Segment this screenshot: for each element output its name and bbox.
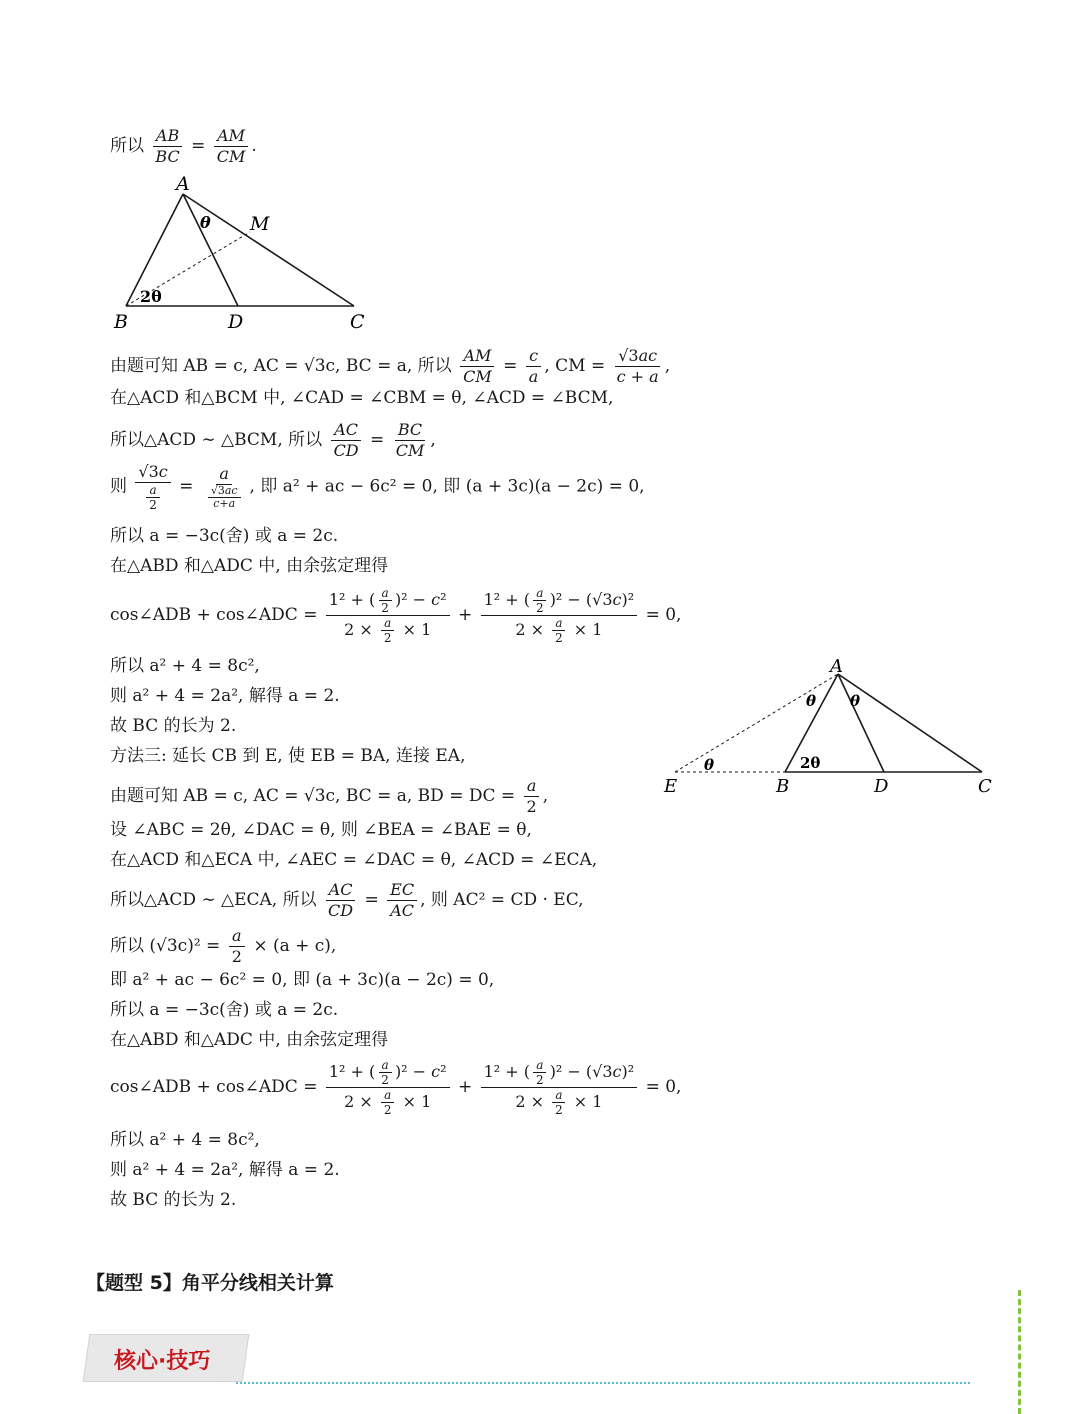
side-decoration [1018, 1290, 1021, 1414]
fraction: $\frac{BC}{CM}$ [395, 420, 425, 460]
label-A: A [830, 656, 843, 677]
line-text: cos∠ADB + cos∠ADC = [110, 605, 318, 625]
text-line: 所以 a = −3c(舍) 或 a = 2c. [110, 526, 339, 546]
text-line: 由题可知 AB = c, AC = √3c, BC = a, 所以 $\frac{AM}{CM}$ = $\frac{c}{a}$ , CM = $\frac{√3ac}{c + a}$ , [110, 346, 671, 386]
text-line: cos∠ADB + cos∠ADC = 1² + ( $\frac{a}{2}$ )² − c² 2 × $\frac{a}{2}$ × 1 + 1² + ( $\frac{a}{2}$ )² − (√3c)² 2 × $\frac{a}{2}$ × 1 = 0, [110, 586, 682, 645]
line-text: , 即 a² + ac − 6c² = 0, 即 (a + 3c)(a − 2c) = 0, [249, 476, 645, 497]
label-E: E [664, 776, 678, 797]
text-line: 则 a² + 4 = 2a², 解得 a = 2. [110, 686, 340, 706]
text-line: 则 $\frac{√3c}{\frac{a}{2}}$ = $\frac{a}{\frac{√3ac}{c+a}}$ , 即 a² + ac − 6c² = 0, 即 (a + 3c)(a − 2c) = 0, [110, 462, 645, 512]
text-line: cos∠ADB + cos∠ADC = 1² + ( $\frac{a}{2}$ )² − c² 2 × $\frac{a}{2}$ × 1 + 1² + ( $\frac{a}{2}$ )² − (√3c)² 2 × $\frac{a}{2}$ × 1 = 0, [110, 1058, 682, 1117]
fraction: $\frac{AC}{CD}$ [331, 420, 362, 461]
text-line: 所以 a² + 4 = 8c², [110, 656, 260, 676]
label-C: C [350, 311, 365, 333]
label-D: D [228, 311, 244, 333]
fraction: 1² + ( $\frac{a}{2}$ )² − c² 2 × $\frac{a}{2}$ × 1 [326, 586, 450, 645]
text-line [110, 926, 336, 967]
label-theta-e: θ [704, 756, 715, 774]
label-B: B [776, 776, 790, 797]
line-text: cos∠ADB + cos∠ADC = [110, 1077, 318, 1097]
line-text: 所以△ACD ∼ △ECA, 所以 [110, 890, 317, 910]
label-theta-a2: θ [850, 692, 861, 710]
triangle-figure-2 [660, 652, 1000, 802]
line-text: × (a + c), [253, 936, 337, 956]
text-line: 在△ABD 和△ADC 中, 由余弦定理得 [110, 1030, 389, 1050]
fraction: $\frac{AM}{CM}$ [460, 346, 495, 387]
text-line: 所以△ACD ∼ △BCM, 所以 $\frac{AC}{CD}$ = $\frac{BC}{CM}$ , [110, 420, 436, 460]
fraction: 1² + ( $\frac{a}{2}$ )² − c² 2 × $\frac{a}{2}$ × 1 [326, 1058, 450, 1117]
fraction: $\frac{√3c}{\frac{a}{2}}$ [135, 462, 170, 512]
text-line: 设 ∠ABC = 2θ, ∠DAC = θ, 则 ∠BEA = ∠BAE = θ, [110, 820, 532, 840]
core-skill-badge [86, 1334, 250, 1386]
text-line: 则 a² + 4 = 2a², 解得 a = 2. [110, 1160, 340, 1180]
line-text: , CM = [544, 356, 606, 376]
fraction-am-cm: $\frac{AM}{CM}$ [214, 126, 249, 167]
label-two-theta: 2θ [800, 754, 821, 772]
line-text: 由题可知 AB = c, AC = √3c, BC = a, 所以 [110, 356, 452, 376]
triangle-figure-1 [110, 168, 380, 336]
line-text: 所以 [110, 136, 144, 156]
text-line: 所以 a = −3c(舍) 或 a = 2c. [110, 1000, 339, 1020]
fraction: $\frac{a}{2}$ [524, 776, 540, 817]
line-text: 则 [110, 476, 127, 497]
line-text: , 则 AC² = CD · EC, [420, 890, 584, 910]
text-line: 所以 a² + 4 = 8c², [110, 1130, 260, 1150]
text-line: 在△ACD 和△ECA 中, ∠AEC = ∠DAC = θ, ∠ACD = ∠ECA, [110, 850, 598, 870]
label-theta-a1: θ [806, 692, 817, 710]
label-B: B [114, 311, 128, 333]
fraction-ab-bc: $\frac{AB}{BC}$ [152, 126, 182, 167]
text-line: 故 BC 的长为 2. [110, 1190, 237, 1210]
label-A: A [176, 173, 190, 195]
label-D: D [874, 776, 889, 797]
text-line: 所以△ACD ∼ △ECA, 所以 $\frac{AC}{CD}$ = $\frac{EC}{AC}$ , 则 AC² = CD · EC, [110, 880, 584, 920]
text-line: 在△ABD 和△ADC 中, 由余弦定理得 [110, 556, 389, 576]
fraction: $\frac{AC}{CD}$ [325, 880, 356, 921]
label-C: C [978, 776, 992, 797]
text-line: 所以 $\frac{AB}{BC}$ = $\frac{AM}{CM}$ . [110, 126, 257, 166]
section-heading: 【题型 5】角平分线相关计算 [86, 1272, 334, 1294]
fraction: 1² + ( $\frac{a}{2}$ )² − (√3c)² 2 × $\frac{a}{2}$ × 1 [481, 1058, 638, 1117]
label-M: M [250, 213, 270, 235]
label-two-theta: 2θ [140, 287, 162, 306]
text-line: 方法三: 延长 CB 到 E, 使 EB = BA, 连接 EA, [110, 746, 466, 766]
fraction: 1² + ( $\frac{a}{2}$ )² − (√3c)² 2 × $\frac{a}{2}$ × 1 [481, 586, 638, 645]
line-text: 所以 (√3c)² = [110, 936, 221, 956]
text-line: 由题可知 AB = c, AC = √3c, BC = a, BD = DC = $\frac{a}{2}$ , [110, 776, 549, 816]
fraction: $\frac{a}{\frac{√3ac}{c+a}}$ [202, 464, 247, 510]
badge-text: 核心·技巧 [114, 1349, 211, 1374]
fraction: $\frac{a}{2}$ [229, 926, 245, 967]
text-line: 即 a² + ac − 6c² = 0, 即 (a + 3c)(a − 2c) = 0, [110, 970, 495, 990]
line-text: 所以△ACD ∼ △BCM, 所以 [110, 430, 323, 450]
fraction: $\frac{√3ac}{c + a}$ [616, 346, 659, 386]
divider [236, 1382, 970, 1384]
line-text: 由题可知 AB = c, AC = √3c, BC = a, BD = DC = [110, 786, 516, 806]
fraction: $\frac{EC}{AC}$ [387, 880, 417, 921]
label-theta: θ [200, 213, 211, 232]
fraction: $\frac{c}{a}$ [526, 346, 542, 387]
text-line: 在△ACD 和△BCM 中, ∠CAD = ∠CBM = θ, ∠ACD = ∠BCM, [110, 388, 614, 408]
text-line: 故 BC 的长为 2. [110, 716, 237, 736]
